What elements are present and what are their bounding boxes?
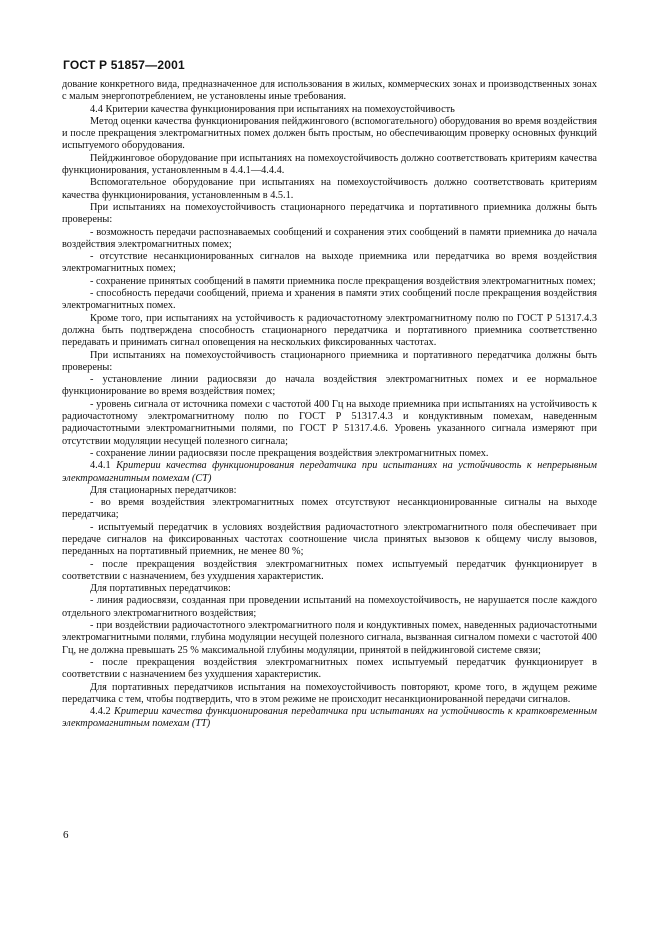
- subsection-number: 4.4.1: [90, 460, 111, 472]
- subsection-number: 4.4.2: [90, 706, 111, 718]
- document-header: ГОСТ Р 51857—2001: [63, 58, 185, 72]
- page-number: 6: [63, 829, 69, 841]
- list-item: - испытуемый передатчик в условиях воздействия радиочастотного электромагнитного поля обеспечивает при передаче сигналов на фиксированных частотах соотношение числа принятых вызовов к общему числу вызовов, переданных на портативный приемник, не менее 80 %;: [62, 521, 597, 558]
- paragraph: Кроме того, при испытаниях на устойчивость к радиочастотному электромагнитному полю по ГОСТ Р 51317.4.3 должна быть подтверждена способность стационарного передатчика и портативного приемника соответственно передавать и принимать сигнал оповещения на нескольких фиксированных частотах.: [62, 312, 597, 349]
- paragraph: Пейджинговое оборудование при испытаниях на помехоустойчивость должно соответствовать критериям качества функционирования, установленным в 4.4.1—4.4.4.: [62, 152, 597, 177]
- subsection-title: Критерии качества функционирования передатчика при испытаниях на устойчивость к непрерывным электромагнитным помехам (СТ): [62, 460, 597, 484]
- paragraph: Метод оценки качества функционирования пейджингового (вспомогательного) оборудования во время воздействия и после прекращения электромагнитных помех должен быть простым, но обеспечивающим проверку основных функций испытуемого оборудования.: [62, 115, 597, 152]
- list-item: - отсутствие несанкционированных сигналов на выходе приемника или передатчика во время воздействия электромагнитных помех;: [62, 251, 597, 275]
- paragraph: Для портативных передатчиков:: [90, 583, 231, 595]
- paragraph: Вспомогательное оборудование при испытаниях на помехоустойчивость должно соответствовать критериям качества функционирования, установленным в 4.5.1.: [62, 177, 597, 201]
- list-item: - сохранение принятых сообщений в памяти приемника после прекращения воздействия электромагнитных помех;: [90, 275, 596, 287]
- list-item: - во время воздействия электромагнитных помех отсутствуют несанкционированные сигналы на выходе передатчика;: [62, 497, 597, 521]
- paragraph: При испытаниях на помехоустойчивость стационарного передатчика и портативного приемника должны быть проверены:: [62, 201, 597, 226]
- paragraph: При испытаниях на помехоустойчивость стационарного приемника и портативного передатчика должны быть проверены:: [62, 349, 597, 373]
- list-item: - при воздействии радиочастотного электромагнитного поля и кондуктивных помех, наведенных радиочастотными электромагнитными полями, глубина модуляции несущей полезного сигнала, вызванная сигналом помехи с частотой 400 Гц, не должна превышать 25 % максимальной глубины модуляции, принятой в пейджинговой системе связи;: [62, 620, 597, 656]
- subsection-heading: [62, 460, 597, 485]
- list-item: - линия радиосвязи, созданная при проведении испытаний на помехоустойчивость, не нарушается после каждого отдельного электромагнитного воздействия;: [62, 595, 597, 619]
- list-item: - сохранение линии радиосвязи после прекращения воздействия электромагнитных помех.: [90, 447, 489, 459]
- list-item: - уровень сигнала от источника помехи с частотой 400 Гц на выходе приемника при испытаниях на устойчивость к радиочастотному электромагнитному полю по ГОСТ Р 51317.4.3 и кондуктивным помехам, наведенным радиочастотными электромагнитными полями, по ГОСТ Р 51317.4.6. Уровень указанного сигнала измеряют при отсутствии модуляции несущей полезного сигнала;: [62, 398, 597, 447]
- paragraph: Для портативных передатчиков испытания на помехоустойчивость повторяют, кроме того, в ждущем режиме передатчика с тем, чтобы подтвердить, что в этом режиме не происходит несанкционированной передачи сигналов.: [62, 681, 597, 705]
- paragraph: Для стационарных передатчиков:: [90, 484, 237, 496]
- list-item: - после прекращения воздействия электромагнитных помех испытуемый передатчик функционирует в соответствии с назначением, без ухудшения характеристик.: [62, 558, 597, 582]
- list-item: - возможность передачи распознаваемых сообщений и сохранения этих сообщений в памяти приемника до начала воздействия электромагнитных помех;: [62, 226, 597, 250]
- list-item: - после прекращения воздействия электромагнитных помех испытуемый передатчик функционирует в соответствии с назначением без ухудшения характеристик.: [62, 656, 597, 681]
- section-heading: 4.4 Критерии качества функционирования при испытаниях на помехоустойчивость: [90, 103, 455, 115]
- document-body: [62, 79, 597, 731]
- subsection-heading: [62, 706, 597, 731]
- subsection-title: Критерии качества функционирования передатчика при испытаниях на устойчивость к кратковременным электромагнитным помехам (ТТ): [62, 706, 597, 730]
- list-item: - установление линии радиосвязи до начала воздействия электромагнитных помех и ее нормальное функционирование во время воздействия помех;: [62, 374, 597, 398]
- paragraph: дование конкретного вида, предназначенное для использования в жилых, коммерческих зонах и производственных зонах с малым энергопотреблением, не установлены иные требования.: [62, 79, 597, 103]
- list-item: - способность передачи сообщений, приема и хранения в памяти этих сообщений после прекращения воздействия электромагнитных помех.: [62, 288, 597, 312]
